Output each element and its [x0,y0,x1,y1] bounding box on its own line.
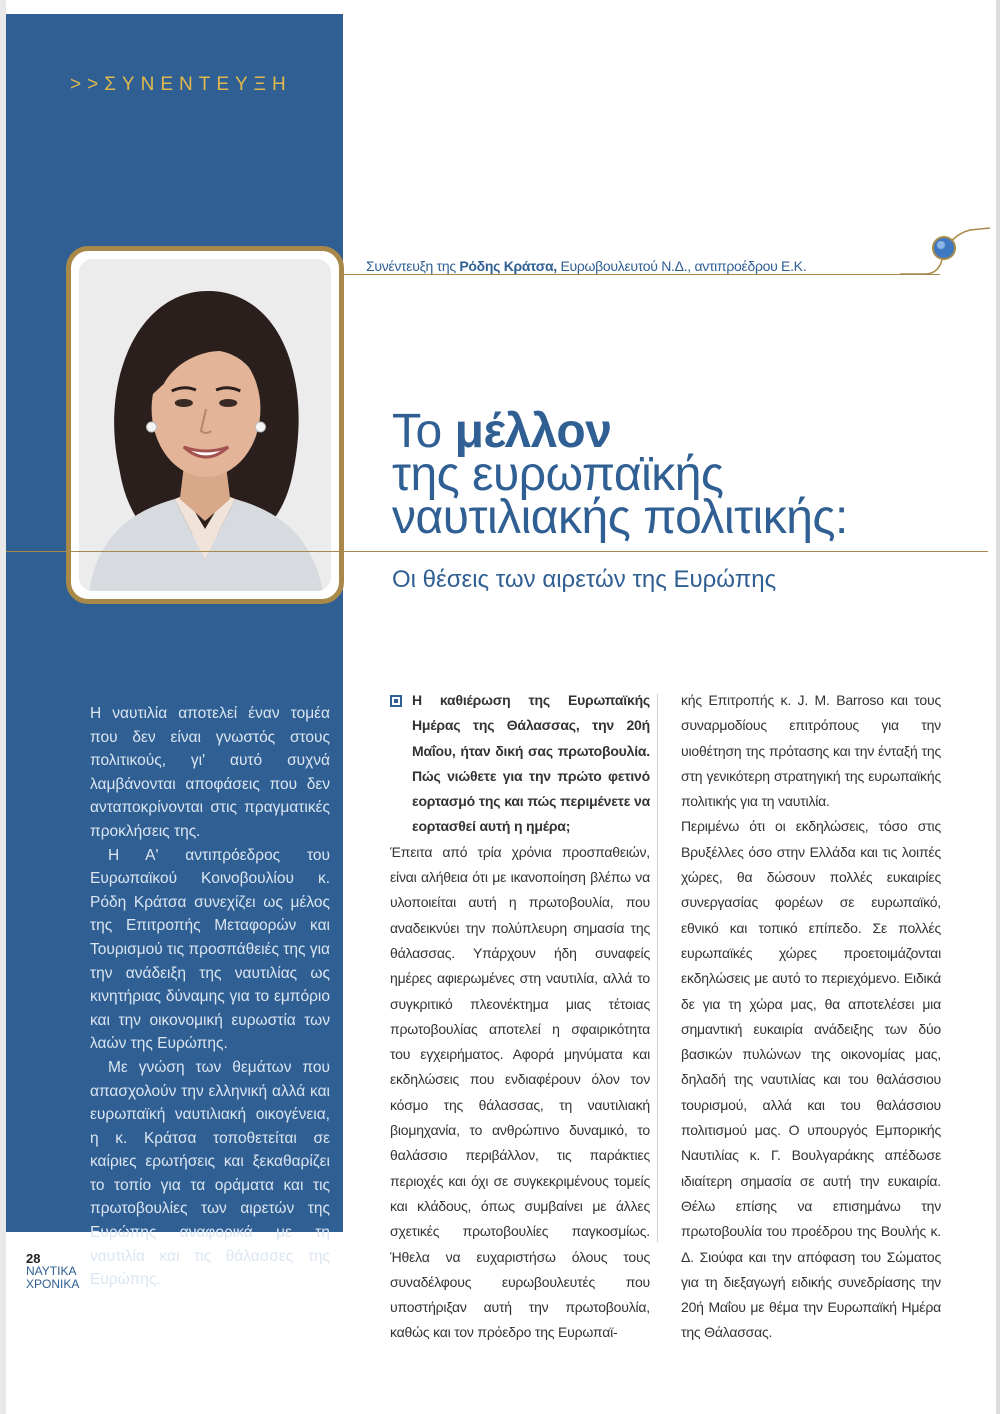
magazine-name-line-1: ΝΑΥΤΙΚΑ [26,1264,77,1278]
article-title [392,405,952,544]
byline-prefix: Συνέντευξη της [366,258,460,274]
question-text: Η καθιέρωση της Ευρωπαϊκής Ημέρας της Θάλασσας, την 20ή Μαΐου, ήταν δική σας πρωτοβουλία. Πώς νιώθετε για την πρώτο φετινό εορτασμό της και πώς περιμένετε να εορτασθεί αυτή η ημέρα; [412,692,650,835]
byline-rule [342,274,940,275]
scan-edge-right [996,0,1000,1414]
title-line-2: της ευρωπαϊκής [392,448,724,501]
magazine-name-line-2: ΧΡΟΝΙΚΑ [26,1277,80,1291]
article-column-2 [681,688,941,1346]
title-line-1 [392,405,952,458]
title-emphasis: μέλλον [454,405,612,458]
page-number: 28 [26,1251,41,1266]
title-word: Το [392,405,455,458]
title-rule [6,551,988,552]
answer-paragraph: κής Επιτροπής κ. J. M. Barroso και τους συναρμοδίους επιτρόπους για την υιοθέτηση της πρότασης και την ένταξή της στη γενικότερη στρατηγική της ευρωπαϊκής πολιτικής για τη ναυτιλία. [681,692,941,810]
interview-question [390,688,650,840]
column-divider [657,694,658,1242]
byline-name: Ρόδης Κράτσα, [459,258,557,274]
page-footer [26,1252,79,1291]
article-subtitle: Οι θέσεις των αιρετών της Ευρώπης [392,566,777,593]
question-bullet-icon [390,695,402,707]
sidebar-paragraph: Η ναυτιλία αποτελεί έναν τομέα που δεν είναι γνωστός στους πολιτικούς, γι' αυτό συχνά λαμβάνονται αποφάσεις που δεν ανταποκρίνονται στις πραγματικές προκλήσεις της. [90,705,330,840]
article-column-1 [390,688,650,1346]
portrait-photo [79,259,331,591]
answer-paragraph: Έπειτα από τρία χρόνια προσπαθειών, είναι αλήθεια ότι με ικανοποίηση βλέπω να υλοποιείται αυτή η πρωτοβουλία, που αναδεικνύει την πολύπλευρη σημασία της θάλασσας. Υπάρχουν ήδη συναφείς ημέρες αφιερωμένες στη ναυτιλία, αλλά το συγκριτικό πλεονέκτημα μιας τέτοιας πρωτοβουλίας αποτελεί η σφαιρικότητα του εγχειρήματος. Αφορά μηνύματα και εκδηλώσεις που ενδιαφέρουν όλον τον κόσμο της θάλασσας, τη ναυτιλιακή βιομηχανία, το ανθρώπινο δυναμικό, το θαλάσσιο περιβάλλον, τις παράκτιες περιοχές και όχι σε συγκεκριμένους τομείς και κλάδους, όπως συμβαίνει με άλλες σχετικές πρωτοβουλίες παγκοσμίως. Ήθελα να ευχαριστήσω όλους τους συναδέλφους ευρωβουλευτές που υποστήριξαν αυτή την πρωτοβουλία, καθώς και τον πρόεδρο της Ευρωπαϊ- [390,843,650,1341]
sidebar-paragraph: Η Α' αντιπρόεδρος του Ευρωπαϊκού Κοινοβουλίου κ. Ρόδη Κράτσα συνεχίζει ως μέλος της Επιτροπής Μεταφορών και Τουρισμού τις προσπάθειές της για την ανάδειξη της ναυτιλίας ως κινητήριας δύναμης για το εμπόριο και την οικονομική ευρωστία των λαών της Ευρώπης. [90,846,330,1053]
title-line-3: ναυτιλιακής πολιτικής: [392,491,848,544]
decorative-curve-icon [900,222,990,282]
byline-suffix: Ευρωβουλευτού Ν.Δ., αντιπροέδρου Ε.Κ. [556,258,807,274]
answer-paragraph: Περιμένω ότι οι εκδηλώσεις, τόσο στις Βρυξέλλες όσο στην Ελλάδα και τις λοιπές χώρες, θα δώσουν πολλές ευκαιρίες συνεργασίας φορέων σε ευρωπαϊκό, εθνικό και τοπικό επίπεδο. Σε πολλές ευρωπαϊκές χώρες προετοιμάζονται εκδηλώσεις με αυτό το περιεχόμενο. Ειδικά δε για τη χώρα μας, θα αποτελέσει μια σημαντική ευκαιρία ανάδειξης των δύο βασικών πυλώνων της οικονομίας μας, δηλαδή της ναυτιλίας και του θαλάσσιου τουρισμού, αλλά και του θαλάσσιου πολιτισμού μας. Ο υπουργός Εμπορικής Ναυτιλίας κ. Γ. Βουλγαράκης απέδωσε ιδιαίτερη σημασία σε αυτή την ευκαιρία. Θέλω επίσης να επισημάνω την πρωτοβουλία του προέδρου της Βουλής κ. Δ. Σιούφα και την απόφαση του Σώματος για τη διεξαγωγή ειδικής συνεδρίασης την 20ή Μαΐου με θέμα την Ευρωπαϊκή Ημέρα της Θάλασσας. [681,818,941,1341]
byline [366,258,806,274]
section-label: >>ΣΥΝΕΝΤΕΥΞΗ [70,74,292,95]
sidebar-intro [90,702,330,1292]
portrait-illustration [79,259,331,591]
sidebar-paragraph: Με γνώση των θεμάτων που απασχολούν την ελληνική αλλά και ευρωπαϊκή ναυτιλιακή οικογένεια, η κ. Κράτσα τοποθετείται σε καίριες ερωτήσεις και ξεκαθαρίζει το τοπίο για τα οράματα και τις πρωτοβουλίες των αιρετών της Ευρώπης αναφορικά με τη ναυτιλία και τις θάλασσες της Ευρώπης. [90,1058,330,1289]
